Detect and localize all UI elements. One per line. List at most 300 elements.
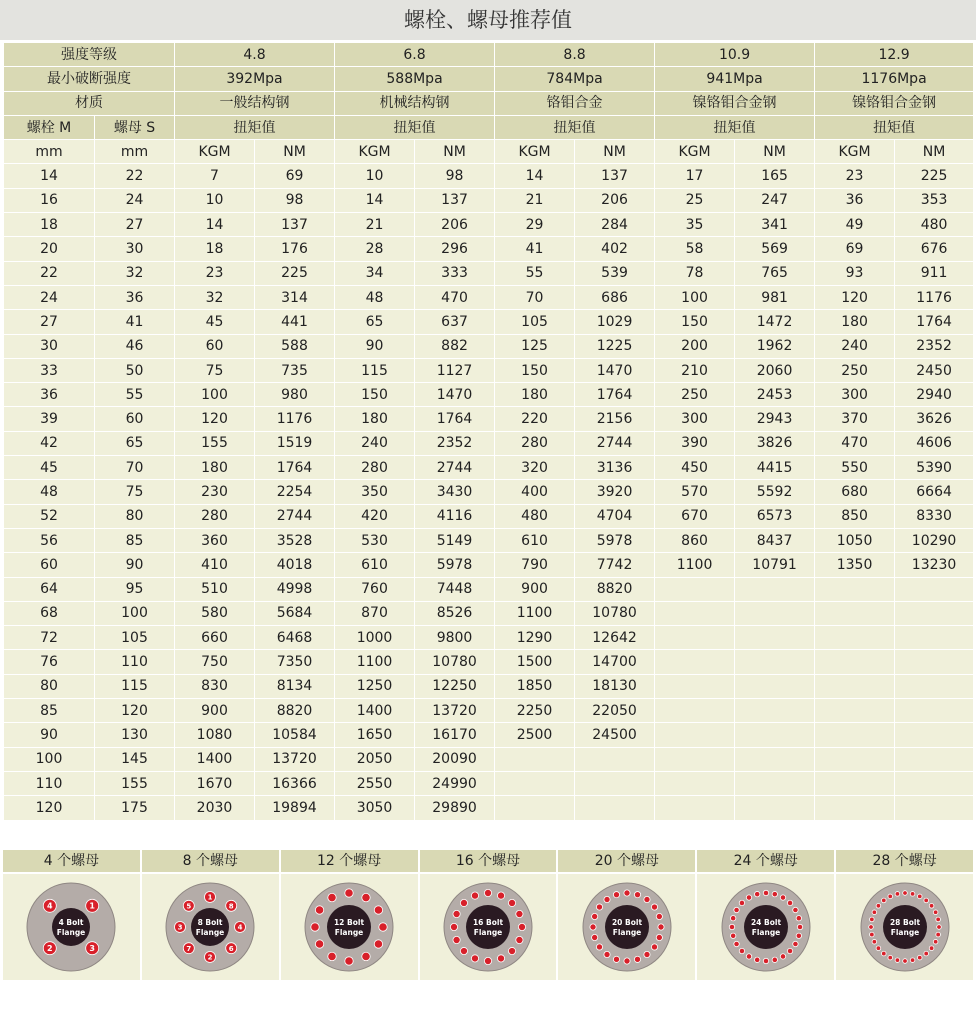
kgm-cell: 25 — [655, 188, 735, 212]
bolt-marker — [895, 892, 900, 897]
flange-center — [883, 905, 927, 949]
bolt-marker — [471, 955, 478, 962]
flange-diagram — [281, 874, 418, 980]
bolt-number: 1 — [207, 893, 213, 902]
nm-cell: 13720 — [415, 699, 495, 723]
kgm-cell: 18 — [175, 237, 255, 261]
table-row — [4, 334, 974, 358]
table-row — [4, 237, 974, 261]
nm-cell: 6468 — [255, 626, 335, 650]
nm-cell: 735 — [255, 358, 335, 382]
flange-center-text: 28 Bolt — [889, 918, 920, 927]
kgm-cell — [655, 723, 735, 747]
nm-cell: 981 — [735, 285, 815, 309]
table-row — [4, 723, 974, 747]
flange-label: 16 个螺母 — [420, 850, 557, 874]
torque-table — [3, 42, 974, 821]
kgm-cell: 70 — [495, 285, 575, 309]
flange-center — [52, 908, 90, 946]
nm-cell: 137 — [575, 164, 655, 188]
kgm-cell: 660 — [175, 626, 255, 650]
nm-cell — [735, 723, 815, 747]
bolt-size-cell: 14 — [4, 164, 95, 188]
material-cell: 镍铬钼合金钢 — [655, 91, 815, 115]
kgm-cell: 93 — [815, 261, 895, 285]
bolt-marker — [453, 936, 460, 943]
flange-center — [744, 905, 788, 949]
kgm-cell: 1100 — [495, 601, 575, 625]
bolt-size-cell: 33 — [4, 358, 95, 382]
kgm-cell: 550 — [815, 456, 895, 480]
nut-size-cell: 32 — [95, 261, 175, 285]
nm-cell: 2744 — [575, 431, 655, 455]
nm-cell: 1127 — [415, 358, 495, 382]
nm-cell: 8134 — [255, 674, 335, 698]
nm-cell: 4415 — [735, 456, 815, 480]
nm-cell: 22050 — [575, 699, 655, 723]
kgm-cell: 2250 — [495, 699, 575, 723]
kgm-cell: 350 — [335, 480, 415, 504]
nm-cell: 470 — [415, 285, 495, 309]
nm-cell: 314 — [255, 285, 335, 309]
table-row — [4, 383, 974, 407]
torque-header: 扭矩值 — [335, 115, 495, 139]
material-cell: 一般结构钢 — [175, 91, 335, 115]
nut-size-cell: 36 — [95, 285, 175, 309]
nm-cell — [735, 796, 815, 820]
bolt-marker — [374, 940, 382, 948]
nm-cell — [735, 577, 815, 601]
nut-size-cell: 75 — [95, 480, 175, 504]
kgm-cell: 360 — [175, 528, 255, 552]
kgm-cell: 1290 — [495, 626, 575, 650]
nm-cell: 3826 — [735, 431, 815, 455]
nm-cell: 1962 — [735, 334, 815, 358]
bolt-size-cell: 76 — [4, 650, 95, 674]
nm-cell: 206 — [415, 213, 495, 237]
nm-cell: 2744 — [255, 504, 335, 528]
table-row — [4, 358, 974, 382]
bolt-marker — [484, 889, 491, 896]
nm-cell: 18130 — [575, 674, 655, 698]
bolt-marker — [374, 906, 382, 914]
bolt-marker — [917, 894, 922, 899]
nut-size-cell: 155 — [95, 771, 175, 795]
kgm-cell: 850 — [815, 504, 895, 528]
table-row — [4, 650, 974, 674]
nm-cell — [735, 747, 815, 771]
bolt-marker — [936, 925, 941, 930]
bolt-size-cell: 100 — [4, 747, 95, 771]
kgm-cell: 180 — [815, 310, 895, 334]
kgm-cell — [815, 674, 895, 698]
kgm-cell: 1350 — [815, 553, 895, 577]
nm-cell: 2156 — [575, 407, 655, 431]
kgm-cell: 470 — [815, 431, 895, 455]
kgm-cell — [815, 723, 895, 747]
nut-size-cell: 30 — [95, 237, 175, 261]
kgm-cell: 570 — [655, 480, 735, 504]
bolt-size-cell: 60 — [4, 553, 95, 577]
kgm-cell: 900 — [175, 699, 255, 723]
bolt-size-cell: 85 — [4, 699, 95, 723]
bolt-size-cell: 45 — [4, 456, 95, 480]
unit-cell: NM — [255, 140, 335, 164]
table-row — [4, 504, 974, 528]
nm-cell: 8820 — [255, 699, 335, 723]
flange-center-text: Flange — [751, 928, 780, 937]
unit-cell: mm — [4, 140, 95, 164]
kgm-cell: 23 — [175, 261, 255, 285]
bolt-marker — [484, 957, 491, 964]
nm-cell: 16170 — [415, 723, 495, 747]
bolt-marker — [734, 941, 739, 946]
kgm-cell — [655, 577, 735, 601]
kgm-cell — [655, 771, 735, 795]
bolt-size-cell: 20 — [4, 237, 95, 261]
bolt-size-cell: 68 — [4, 601, 95, 625]
nm-cell: 2352 — [895, 334, 974, 358]
bolt-marker — [872, 910, 877, 915]
nm-cell: 5978 — [575, 528, 655, 552]
kgm-cell: 870 — [335, 601, 415, 625]
nm-cell: 676 — [895, 237, 974, 261]
table-row — [4, 310, 974, 334]
kgm-cell: 49 — [815, 213, 895, 237]
flange-icon — [859, 881, 951, 973]
bolt-marker — [613, 956, 619, 962]
bolt-marker — [634, 956, 640, 962]
flange-item — [3, 850, 142, 980]
table-row — [4, 796, 974, 820]
bolt-size-cell: 39 — [4, 407, 95, 431]
kgm-cell: 21 — [335, 213, 415, 237]
kgm-cell — [495, 796, 575, 820]
bolt-marker — [739, 948, 744, 953]
flange-center-text: Flange — [196, 928, 225, 937]
nm-cell: 225 — [255, 261, 335, 285]
kgm-cell: 1400 — [175, 747, 255, 771]
kgm-cell: 510 — [175, 577, 255, 601]
nut-size-cell: 110 — [95, 650, 175, 674]
kgm-cell: 17 — [655, 164, 735, 188]
nut-size-cell: 22 — [95, 164, 175, 188]
bolt-marker — [651, 944, 657, 950]
kgm-cell: 1050 — [815, 528, 895, 552]
nm-cell: 69 — [255, 164, 335, 188]
table-row — [4, 626, 974, 650]
flange-label: 8 个螺母 — [142, 850, 279, 874]
nm-cell: 6573 — [735, 504, 815, 528]
kgm-cell: 14 — [335, 188, 415, 212]
nm-cell: 176 — [255, 237, 335, 261]
kgm-cell: 1100 — [655, 553, 735, 577]
kgm-cell: 65 — [335, 310, 415, 334]
bolt-marker — [596, 944, 602, 950]
nut-size-cell: 27 — [95, 213, 175, 237]
kgm-cell: 120 — [815, 285, 895, 309]
table-row — [4, 456, 974, 480]
kgm-cell: 750 — [175, 650, 255, 674]
kgm-cell: 21 — [495, 188, 575, 212]
kgm-cell — [655, 699, 735, 723]
kgm-cell — [655, 626, 735, 650]
nm-cell — [895, 747, 974, 771]
bolt-marker — [754, 957, 759, 962]
table-row — [4, 553, 974, 577]
table-row — [4, 674, 974, 698]
flange-center — [466, 905, 510, 949]
bolt-marker — [624, 958, 630, 964]
bolt-number: 3 — [89, 943, 96, 953]
kgm-cell: 32 — [175, 285, 255, 309]
flange-center-text: 4 Bolt — [58, 918, 84, 927]
nm-cell — [895, 626, 974, 650]
kgm-cell — [815, 601, 895, 625]
nut-size-cell: 105 — [95, 626, 175, 650]
table-row — [4, 261, 974, 285]
bolt-size-cell: 48 — [4, 480, 95, 504]
bolt-marker — [902, 891, 907, 896]
nm-cell: 353 — [895, 188, 974, 212]
bolt-marker — [872, 939, 877, 944]
nm-cell: 24500 — [575, 723, 655, 747]
table-row — [4, 771, 974, 795]
kgm-cell: 48 — [335, 285, 415, 309]
nut-size-cell: 120 — [95, 699, 175, 723]
unit-cell: NM — [415, 140, 495, 164]
kgm-cell: 23 — [815, 164, 895, 188]
bolt-size-cell: 72 — [4, 626, 95, 650]
flange-label: 24 个螺母 — [697, 850, 834, 874]
kgm-cell: 300 — [655, 407, 735, 431]
kgm-cell: 530 — [335, 528, 415, 552]
nm-cell: 341 — [735, 213, 815, 237]
nm-cell: 7742 — [575, 553, 655, 577]
nm-cell: 24990 — [415, 771, 495, 795]
nm-cell: 2943 — [735, 407, 815, 431]
bolt-number: 7 — [186, 944, 192, 953]
kgm-cell: 58 — [655, 237, 735, 261]
nm-cell: 13720 — [255, 747, 335, 771]
nm-cell: 98 — [415, 164, 495, 188]
nm-cell: 1519 — [255, 431, 335, 455]
nm-cell: 1764 — [575, 383, 655, 407]
flange-icon — [720, 881, 812, 973]
nm-cell: 14700 — [575, 650, 655, 674]
bolt-size-cell: 18 — [4, 213, 95, 237]
nm-cell: 1029 — [575, 310, 655, 334]
unit-cell: NM — [575, 140, 655, 164]
table-row — [4, 213, 974, 237]
nm-cell: 10791 — [735, 553, 815, 577]
bolt-marker — [787, 900, 792, 905]
nm-cell: 588 — [255, 334, 335, 358]
bolt-marker — [796, 933, 801, 938]
bolt-number: 4 — [47, 901, 54, 911]
kgm-cell: 480 — [495, 504, 575, 528]
nm-cell: 8526 — [415, 601, 495, 625]
bolt-marker — [935, 917, 940, 922]
kgm-cell: 155 — [175, 431, 255, 455]
nm-cell — [895, 577, 974, 601]
grade-row — [4, 43, 974, 67]
nm-cell: 2450 — [895, 358, 974, 382]
nm-cell: 1176 — [255, 407, 335, 431]
nm-cell — [895, 601, 974, 625]
material-cell: 机械结构钢 — [335, 91, 495, 115]
kgm-cell — [655, 796, 735, 820]
kgm-cell: 28 — [335, 237, 415, 261]
table-row — [4, 407, 974, 431]
kgm-cell: 580 — [175, 601, 255, 625]
flange-center-text: Flange — [57, 928, 86, 937]
nm-cell: 1764 — [255, 456, 335, 480]
kgm-cell: 680 — [815, 480, 895, 504]
bolt-marker — [754, 891, 759, 896]
nm-cell: 637 — [415, 310, 495, 334]
nm-cell: 284 — [575, 213, 655, 237]
kgm-cell: 10 — [335, 164, 415, 188]
nm-cell: 2940 — [895, 383, 974, 407]
kgm-cell: 1100 — [335, 650, 415, 674]
bolt-number: 5 — [186, 902, 192, 911]
nm-cell: 911 — [895, 261, 974, 285]
table-row — [4, 285, 974, 309]
kgm-cell: 105 — [495, 310, 575, 334]
grade-cell: 8.8 — [495, 43, 655, 67]
flange-center-text: Flange — [612, 928, 642, 937]
kgm-cell: 78 — [655, 261, 735, 285]
strength-row — [4, 67, 974, 91]
bolt-marker — [624, 890, 630, 896]
kgm-cell: 150 — [335, 383, 415, 407]
nut-size-cell: 85 — [95, 528, 175, 552]
nm-cell: 441 — [255, 310, 335, 334]
bolt-number: 6 — [229, 944, 234, 953]
bolt-marker — [596, 904, 602, 910]
flange-center-text: 24 Bolt — [750, 918, 781, 927]
table-row — [4, 699, 974, 723]
bolt-marker — [910, 892, 915, 897]
bolt-marker — [651, 904, 657, 910]
bolt-marker — [730, 933, 735, 938]
bolt-marker — [328, 893, 336, 901]
torque-label-row — [4, 115, 974, 139]
nut-header: 螺母 S — [95, 115, 175, 139]
bolt-marker — [792, 907, 797, 912]
nm-cell: 5390 — [895, 456, 974, 480]
bolt-marker — [881, 898, 886, 903]
nm-cell — [895, 723, 974, 747]
bolt-size-cell: 16 — [4, 188, 95, 212]
nm-cell — [735, 674, 815, 698]
nm-cell: 1470 — [575, 358, 655, 382]
kgm-cell: 2550 — [335, 771, 415, 795]
bolt-marker — [876, 904, 881, 909]
bolt-marker — [644, 896, 650, 902]
unit-cell: KGM — [815, 140, 895, 164]
nut-size-cell: 145 — [95, 747, 175, 771]
kgm-cell: 400 — [495, 480, 575, 504]
nm-cell: 6664 — [895, 480, 974, 504]
nm-cell: 765 — [735, 261, 815, 285]
table-row — [4, 577, 974, 601]
bolt-marker — [345, 889, 353, 897]
flange-diagram — [558, 874, 695, 980]
bolt-marker — [730, 916, 735, 921]
bolt-marker — [739, 900, 744, 905]
nm-cell: 686 — [575, 285, 655, 309]
bolt-marker — [516, 910, 523, 917]
nm-cell: 10290 — [895, 528, 974, 552]
flange-pattern-strip — [3, 850, 973, 980]
kgm-cell — [655, 650, 735, 674]
kgm-cell: 830 — [175, 674, 255, 698]
nm-cell: 3528 — [255, 528, 335, 552]
nm-cell: 98 — [255, 188, 335, 212]
nm-cell: 4116 — [415, 504, 495, 528]
bolt-size-cell: 120 — [4, 796, 95, 820]
flange-item — [697, 850, 836, 980]
nm-cell: 137 — [255, 213, 335, 237]
bolt-marker — [910, 958, 915, 963]
bolt-marker — [895, 958, 900, 963]
kgm-cell: 150 — [655, 310, 735, 334]
flange-diagram — [420, 874, 557, 980]
bolt-marker — [362, 952, 370, 960]
bolt-marker — [316, 940, 324, 948]
bolt-marker — [516, 936, 523, 943]
kgm-cell: 200 — [655, 334, 735, 358]
kgm-cell — [655, 601, 735, 625]
nm-cell: 225 — [895, 164, 974, 188]
nut-size-cell: 115 — [95, 674, 175, 698]
bolt-marker — [328, 952, 336, 960]
bolt-marker — [869, 917, 874, 922]
kgm-cell: 35 — [655, 213, 735, 237]
kgm-cell: 36 — [815, 188, 895, 212]
grade-label: 强度等级 — [4, 43, 175, 67]
nm-cell: 7350 — [255, 650, 335, 674]
flange-item — [281, 850, 420, 980]
bolt-size-cell: 90 — [4, 723, 95, 747]
unit-cell: KGM — [655, 140, 735, 164]
kgm-cell: 1000 — [335, 626, 415, 650]
kgm-cell: 180 — [335, 407, 415, 431]
nm-cell: 1176 — [895, 285, 974, 309]
kgm-cell: 450 — [655, 456, 735, 480]
kgm-cell: 29 — [495, 213, 575, 237]
bolt-size-cell: 56 — [4, 528, 95, 552]
kgm-cell: 150 — [495, 358, 575, 382]
nut-size-cell: 95 — [95, 577, 175, 601]
kgm-cell — [815, 796, 895, 820]
nm-cell: 19894 — [255, 796, 335, 820]
kgm-cell: 280 — [495, 431, 575, 455]
table-row — [4, 601, 974, 625]
kgm-cell — [815, 650, 895, 674]
nm-cell: 2060 — [735, 358, 815, 382]
bolt-marker — [658, 924, 664, 930]
nm-cell: 4998 — [255, 577, 335, 601]
bolt-marker — [876, 946, 881, 951]
nm-cell: 980 — [255, 383, 335, 407]
bolt-marker — [508, 899, 515, 906]
bolt-size-cell: 36 — [4, 383, 95, 407]
table-row — [4, 747, 974, 771]
kgm-cell: 2030 — [175, 796, 255, 820]
